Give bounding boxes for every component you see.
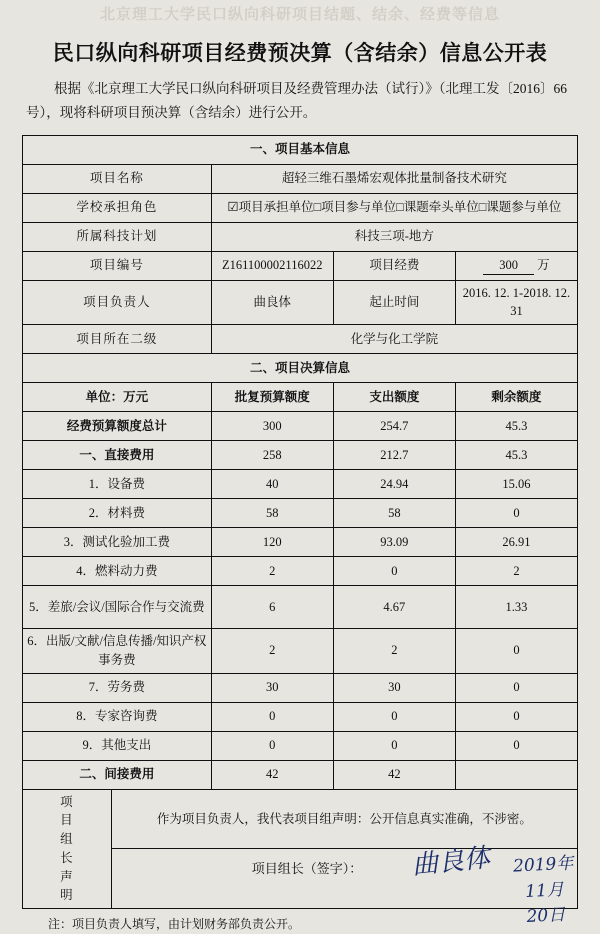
- budget-row-remaining: 45.3: [455, 441, 577, 470]
- budget-row-approved: 300: [211, 412, 333, 441]
- budget-row-label: 3．测试化验加工费: [23, 528, 212, 557]
- table-row: [23, 354, 578, 383]
- budget-row-label: 经费预算额度总计: [23, 412, 212, 441]
- budget-row-remaining: 0: [455, 629, 577, 674]
- project-code-value: Z161100002116022: [211, 251, 333, 280]
- budget-row-spent: 30: [333, 673, 455, 702]
- budget-row-label: 二、间接费用: [23, 760, 212, 789]
- budget-approved-header: 批复预算额度: [211, 383, 333, 412]
- intro-text: 根据《北京理工大学民口纵向科研项目及经费管理办法（试行）》（北理工发〔2016〕66号），现将科研项目预决算（含结余）进行公开。: [26, 81, 567, 120]
- budget-row-remaining: 26.91: [455, 528, 577, 557]
- fund-value-cell: [455, 251, 577, 280]
- project-name-value: 超轻三维石墨烯宏观体批量制备技术研究: [211, 164, 577, 193]
- project-code-label: 项目编号: [23, 251, 212, 280]
- fund-label: 项目经费: [333, 251, 455, 280]
- table-row: [23, 470, 578, 499]
- watermark-text: 北京理工大学民口纵向科研项目结题、结余、经费等信息: [99, 7, 500, 23]
- fund-unit: 万: [537, 257, 550, 272]
- budget-row-label: 9．其他支出: [23, 731, 212, 760]
- budget-row-spent: 42: [333, 760, 455, 789]
- table-row: [23, 222, 578, 251]
- table-row: [23, 193, 578, 222]
- period-value: 2016. 12. 1-2018. 12. 31: [455, 280, 577, 325]
- fund-amount: 300: [483, 256, 534, 276]
- dept-label: 项目所在二级: [23, 325, 212, 354]
- plan-label: 所属科技计划: [23, 222, 212, 251]
- table-row: [23, 280, 578, 325]
- intro-paragraph: [26, 77, 574, 124]
- budget-row-spent: 24.94: [333, 470, 455, 499]
- budget-row-spent: 58: [333, 499, 455, 528]
- budget-row-spent: 254.7: [333, 412, 455, 441]
- budget-row-approved: 30: [211, 673, 333, 702]
- project-name-label: 项目名称: [23, 164, 212, 193]
- table-row: [23, 731, 578, 760]
- budget-row-spent: 0: [333, 557, 455, 586]
- table-row: [23, 557, 578, 586]
- table-row: [23, 251, 578, 280]
- budget-row-spent: 93.09: [333, 528, 455, 557]
- signature-label: 项目组长（签字）：: [251, 861, 363, 877]
- statement-row: [23, 789, 578, 849]
- budget-row-label: 2．材料费: [23, 499, 212, 528]
- budget-row-remaining: 0: [455, 702, 577, 731]
- statement-label: 项 目 组 长 声 明: [23, 789, 112, 909]
- note-text: 注：项目负责人填写，由计划财务部负责公开。: [48, 917, 301, 932]
- plan-value: 科技三项-地方: [211, 222, 577, 251]
- leader-label: 项目负责人: [23, 280, 212, 325]
- budget-row-remaining: 0: [455, 731, 577, 760]
- budget-row-approved: 120: [211, 528, 333, 557]
- budget-row-remaining: 0: [455, 673, 577, 702]
- budget-remaining-header: 剩余额度: [455, 383, 577, 412]
- budget-row-approved: 258: [211, 441, 333, 470]
- budget-row-remaining: 1.33: [455, 586, 577, 629]
- budget-row-remaining: 15.06: [455, 470, 577, 499]
- statement-body: 作为项目负责人，我代表项目组声明：公开信息真实准确，不涉密。: [111, 789, 577, 849]
- table-row: [23, 441, 578, 470]
- budget-unit-header: 单位：万元: [23, 383, 212, 412]
- section-1-header: 一、项目基本信息: [23, 135, 578, 164]
- budget-row-label: 4．燃料动力费: [23, 557, 212, 586]
- budget-row-label: 7．劳务费: [23, 673, 212, 702]
- budget-row-spent: 0: [333, 731, 455, 760]
- budget-row-remaining: [455, 760, 577, 789]
- budget-row-approved: 0: [211, 702, 333, 731]
- budget-row-label: 8．专家咨询费: [23, 702, 212, 731]
- table-row: [23, 586, 578, 629]
- budget-row-spent: 4.67: [333, 586, 455, 629]
- table-row: [23, 702, 578, 731]
- table-row: [23, 135, 578, 164]
- period-label: 起止时间: [333, 280, 455, 325]
- budget-row-approved: 0: [211, 731, 333, 760]
- budget-row-spent: 2: [333, 629, 455, 674]
- table-row: [23, 673, 578, 702]
- budget-row-remaining: 0: [455, 499, 577, 528]
- budget-row-remaining: 2: [455, 557, 577, 586]
- table-row: [23, 164, 578, 193]
- budget-row-spent: 212.7: [333, 441, 455, 470]
- budget-header-row: [23, 383, 578, 412]
- dept-value: 化学与化工学院: [211, 325, 577, 354]
- page-title: 民口纵向科研项目经费预决算（含结余）信息公开表: [52, 41, 548, 65]
- budget-row-spent: 0: [333, 702, 455, 731]
- footer-note: [24, 915, 576, 934]
- budget-row-label: 6．出版/文献/信息传播/知识产权事务费: [23, 629, 212, 674]
- school-role-label: 学校承担角色: [23, 193, 212, 222]
- budget-row-approved: 40: [211, 470, 333, 499]
- budget-row-label: 一、直接费用: [23, 441, 212, 470]
- signature-handwriting: 曲良体: [410, 843, 492, 882]
- table-row: [23, 325, 578, 354]
- table-row: [23, 499, 578, 528]
- school-role-value: ☑项目承担单位□项目参与单位□课题牵头单位□课题参与单位: [211, 193, 577, 222]
- budget-row-label: 1．设备费: [23, 470, 212, 499]
- budget-spent-header: 支出额度: [333, 383, 455, 412]
- budget-row-approved: 2: [211, 629, 333, 674]
- table-row: [23, 629, 578, 674]
- table-row: [23, 528, 578, 557]
- budget-row-approved: 42: [211, 760, 333, 789]
- budget-row-approved: 6: [211, 586, 333, 629]
- budget-row-remaining: 45.3: [455, 412, 577, 441]
- table-row: [23, 760, 578, 789]
- budget-row-label: 5．差旅/会议/国际合作与交流费: [23, 586, 212, 629]
- budget-row-approved: 2: [211, 557, 333, 586]
- leader-value: 曲良体: [211, 280, 333, 325]
- section-2-header: 二、项目决算信息: [23, 354, 578, 383]
- signature-date: 2019年 11月 20日: [512, 853, 574, 928]
- budget-row-approved: 58: [211, 499, 333, 528]
- table-row: [23, 412, 578, 441]
